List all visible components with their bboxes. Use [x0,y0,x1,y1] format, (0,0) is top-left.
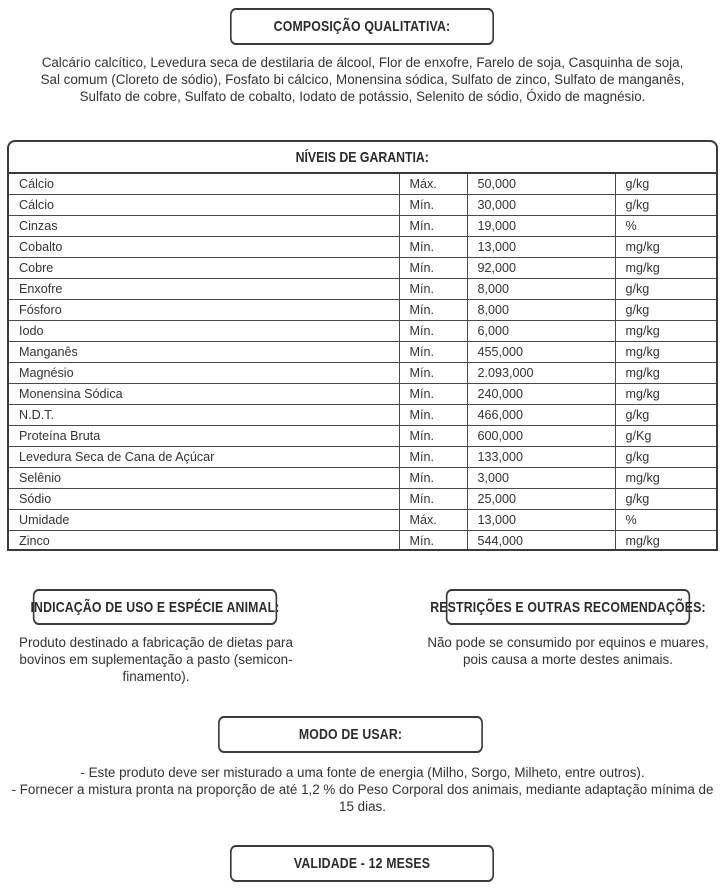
unit-cell: g/kg [615,405,716,426]
composicao-line: Calcário calcítico, Levedura seca de destilaria de álcool, Flor de enxofre, Farelo de soja, Casquinha de soja, [41,55,684,70]
table-row [9,510,716,531]
limit-cell: Mín. [399,237,467,258]
nutrient-cell: Monensina Sódica [9,384,399,405]
modo-line: 15 dias. [339,799,386,814]
limit-cell: Mín. [399,216,467,237]
nutrient-cell: Iodo [9,321,399,342]
limit-cell: Mín. [399,447,467,468]
table-row [9,363,716,384]
nutrient-cell: Fósforo [9,300,399,321]
unit-cell: g/kg [615,279,716,300]
table-row [9,405,716,426]
nutrient-cell: Cálcio [9,174,399,195]
modo-text [0,764,725,815]
table-row [9,237,716,258]
composicao-title: COMPOSIÇÃO QUALITATIVA: [230,8,494,45]
indicacao-line: Produto destinado a fabricação de dietas para [19,635,293,650]
nutrient-cell: Zinco [9,531,399,552]
unit-cell: % [615,510,716,531]
composicao-line: Sal comum (Cloreto de sódio), Fosfato bi cálcico, Monensina sódica, Sulfato de zinco, Sulfato de manganês, [40,72,685,87]
nutrient-cell: Cálcio [9,195,399,216]
table-row [9,174,716,195]
unit-cell: g/Kg [615,426,716,447]
garantia-grid [9,174,716,551]
nutrient-cell: Proteína Bruta [9,426,399,447]
limit-cell: Mín. [399,489,467,510]
unit-cell: g/kg [615,195,716,216]
value-cell: 240,000 [467,384,615,405]
unit-cell: mg/kg [615,342,716,363]
indicacao-line: bovinos em suplementação a pasto (semicon- [19,652,293,667]
garantia-header [9,142,716,174]
nutrient-cell: Enxofre [9,279,399,300]
unit-cell: mg/kg [615,531,716,552]
modo-title: MODO DE USAR: [218,716,483,753]
nutrient-cell: Sódio [9,489,399,510]
value-cell: 2.093,000 [467,363,615,384]
garantia-body [9,174,716,551]
limit-cell: Mín. [399,531,467,552]
value-cell: 544,000 [467,531,615,552]
table-row [9,279,716,300]
limit-cell: Mín. [399,258,467,279]
value-cell: 30,000 [467,195,615,216]
table-row [9,531,716,552]
unit-cell: % [615,216,716,237]
limit-cell: Máx. [399,174,467,195]
indicacao-line: finamento). [122,669,190,684]
value-cell: 19,000 [467,216,615,237]
table-row [9,195,716,216]
value-cell: 25,000 [467,489,615,510]
nutrient-cell: Selênio [9,468,399,489]
limit-cell: Mín. [399,363,467,384]
indicacao-text [0,634,312,685]
restricoes-title: RESTRIÇÕES E OUTRAS RECOMENDAÇÕES: [446,589,690,625]
unit-cell: mg/kg [615,321,716,342]
limit-cell: Mín. [399,195,467,216]
modo-line: - Este produto deve ser misturado a uma fonte de energia (Milho, Sorgo, Milheto, entre outros). [80,765,645,780]
table-row [9,468,716,489]
limit-cell: Mín. [399,405,467,426]
restricoes-line: pois causa a morte destes animais. [463,652,673,667]
value-cell: 600,000 [467,426,615,447]
validade-title: VALIDADE - 12 MESES [230,845,494,882]
nutrient-cell: Levedura Seca de Cana de Açúcar [9,447,399,468]
limit-cell: Mín. [399,300,467,321]
table-row [9,216,716,237]
unit-cell: mg/kg [615,237,716,258]
limit-cell: Mín. [399,321,467,342]
value-cell: 13,000 [467,237,615,258]
table-row [9,321,716,342]
nutrient-cell: Umidade [9,510,399,531]
value-cell: 6,000 [467,321,615,342]
unit-cell: mg/kg [615,258,716,279]
limit-cell: Máx. [399,510,467,531]
table-row [9,426,716,447]
table-row [9,342,716,363]
value-cell: 455,000 [467,342,615,363]
value-cell: 8,000 [467,300,615,321]
unit-cell: mg/kg [615,363,716,384]
limit-cell: Mín. [399,279,467,300]
nutrient-cell: Cobre [9,258,399,279]
composicao-text [0,54,725,105]
nutrient-cell: Manganês [9,342,399,363]
nutrient-cell: Cobalto [9,237,399,258]
indicacao-title: INDICAÇÃO DE USO E ESPÉCIE ANIMAL: [33,589,277,625]
value-cell: 8,000 [467,279,615,300]
value-cell: 3,000 [467,468,615,489]
limit-cell: Mín. [399,342,467,363]
limit-cell: Mín. [399,426,467,447]
table-row [9,447,716,468]
nutrient-cell: N.D.T. [9,405,399,426]
composicao-line: Sulfato de cobre, Sulfato de cobalto, Iodato de potássio, Selenito de sódio, Óxido de magnésio. [79,89,646,104]
garantia-table [7,140,718,551]
value-cell: 133,000 [467,447,615,468]
value-cell: 13,000 [467,510,615,531]
value-cell: 50,000 [467,174,615,195]
unit-cell: g/kg [615,300,716,321]
limit-cell: Mín. [399,468,467,489]
table-row [9,258,716,279]
value-cell: 466,000 [467,405,615,426]
table-row [9,489,716,510]
table-row [9,384,716,405]
unit-cell: g/kg [615,447,716,468]
value-cell: 92,000 [467,258,615,279]
restricoes-text [410,634,725,668]
unit-cell: mg/kg [615,468,716,489]
table-row [9,300,716,321]
unit-cell: mg/kg [615,384,716,405]
unit-cell: g/kg [615,489,716,510]
restricoes-line: Não pode se consumido por equinos e muares, [427,635,709,650]
garantia-title: NÍVEIS DE GARANTIA: [295,148,430,166]
nutrient-cell: Cinzas [9,216,399,237]
nutrient-cell: Magnésio [9,363,399,384]
limit-cell: Mín. [399,384,467,405]
unit-cell: g/kg [615,174,716,195]
modo-line: - Fornecer a mistura pronta na proporção de até 1,2 % do Peso Corporal dos animais, mediante adaptação mínima de [11,782,714,797]
